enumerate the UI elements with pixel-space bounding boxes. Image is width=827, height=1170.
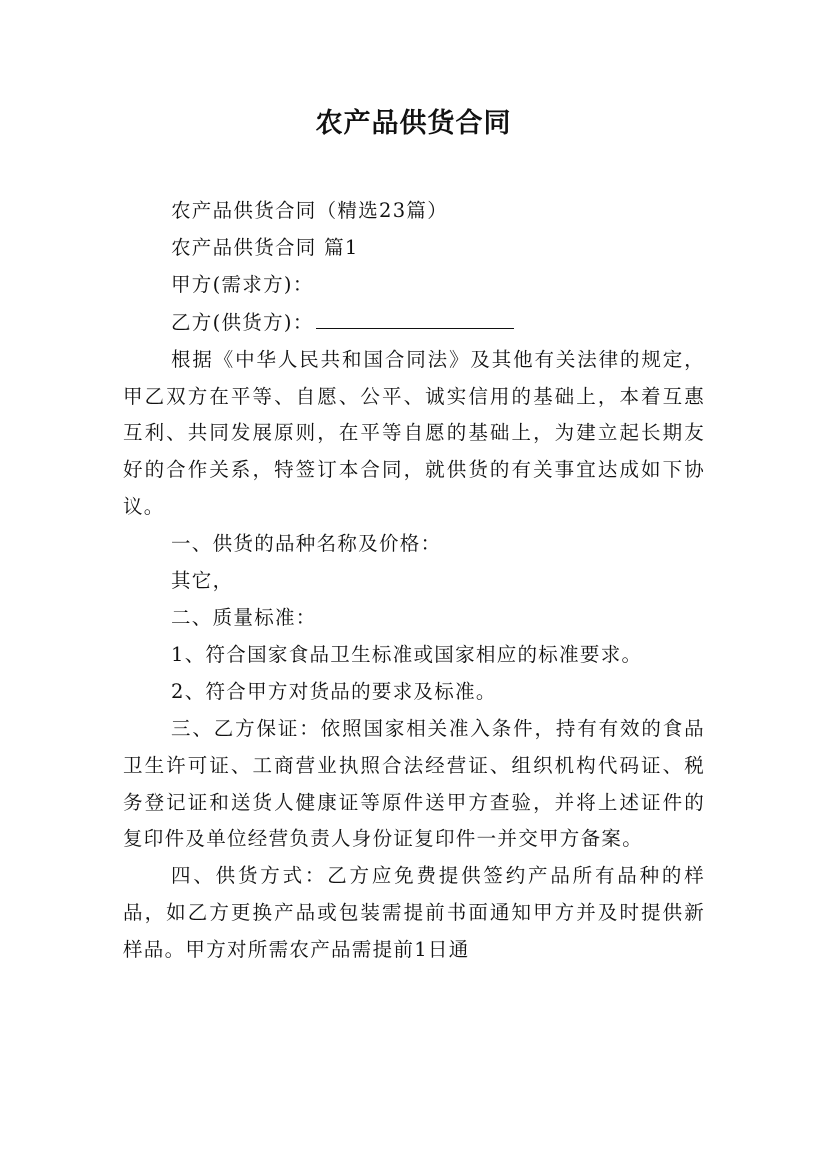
party-b-blank-line [316, 304, 514, 329]
document-title: 农产品供货合同 [315, 108, 512, 139]
paragraph-clause-3: 三、乙方保证：依照国家相关准入条件，持有有效的食品卫生许可证、工商营业执照合法经营证、组织机构代码证、税务登记证和送货人健康证等原件送甲方查验，并将上述证件的复印件及单位经营负责人身份证复印件一并交甲方备案。 [123, 716, 705, 851]
paragraph-clause-1-heading: 一、供货的品种名称及价格： [171, 532, 442, 556]
party-b-label: 乙方(供货方)： [171, 310, 314, 334]
paragraph-other: 其它， [171, 569, 234, 593]
paragraph-clause-4: 四、供货方式：乙方应免费提供签约产品所有品种的样品，如乙方更换产品或包装需提前书面通知甲方并及时提供新样品。甲方对所需农产品需提前1日通 [123, 864, 705, 962]
paragraph-clause-2-item-1: 1、符合国家食品卫生标准或国家相应的标准要求。 [171, 642, 643, 666]
paragraph-party-b [123, 304, 705, 342]
paragraph-preamble: 根据《中华人民共和国合同法》及其他有关法律的规定，甲乙双方在平等、自愿、公平、诚实信用的基础上，本着互惠互利、共同发展原则，在平等自愿的基础上，为建立起长期友好的合作关系，特签订本合同，就供货的有关事宜达成如下协议。 [123, 347, 705, 519]
paragraph-party-a: 甲方(需求方)： [171, 272, 314, 296]
paragraph-section-heading: 农产品供货合同 篇1 [171, 235, 359, 259]
paragraph-subtitle: 农产品供货合同（精选23篇） [171, 199, 449, 222]
paragraph-clause-2-item-2: 2、符合甲方对货品的要求及标准。 [171, 679, 497, 703]
document-body [123, 193, 705, 969]
paragraph-clause-2-heading: 二、质量标准： [171, 605, 317, 629]
